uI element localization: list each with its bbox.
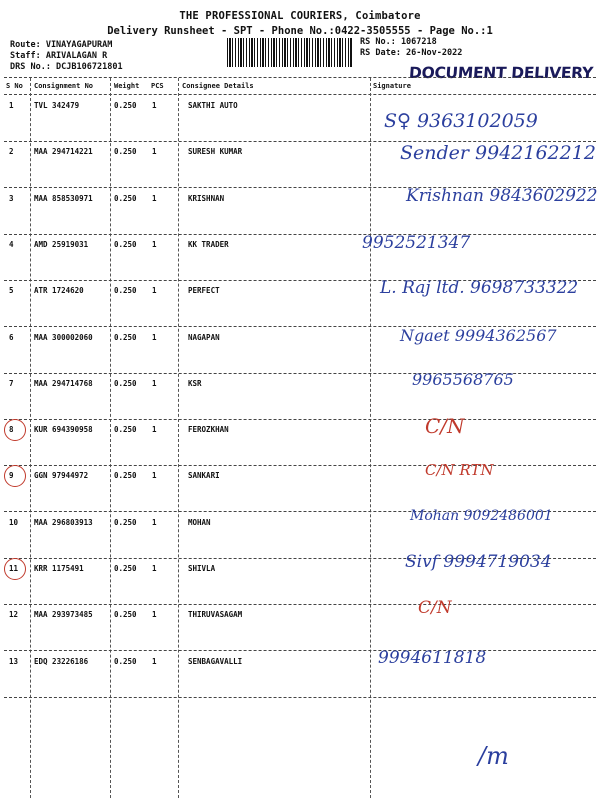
consignee-cell: SHIVLA — [188, 564, 216, 573]
sno-cell: 6 — [9, 332, 14, 342]
consignment-cell: MAA 294714768 — [34, 378, 93, 388]
runsheet-subtitle: Delivery Runsheet - SPT - Phone No.:0422-3505555 - Page No.:1 — [107, 25, 493, 37]
consignee-cell: KRISHNAN — [188, 193, 225, 203]
rs-date: RS Date: 26-Nov-2022 — [360, 48, 463, 58]
handwritten-signature: C/N — [418, 598, 452, 618]
weight-cell: 0.250 — [114, 101, 137, 110]
consignee-cell: SANKARI — [188, 471, 220, 481]
pcs-cell: 1 — [152, 239, 157, 249]
col-header-sno: S No — [6, 82, 23, 90]
weight-cell: 0.250 — [114, 610, 137, 620]
pcs-cell: 1 — [152, 378, 157, 388]
pcs-cell: 1 — [152, 286, 157, 296]
footer-handwritten-mark: /m — [478, 742, 509, 770]
handwritten-signature: L. Raj ltd. 9698733322 — [380, 278, 579, 298]
row-separator — [4, 697, 596, 698]
pcs-cell: 1 — [152, 425, 157, 435]
header-bottom-rule — [4, 94, 596, 95]
pcs-cell: 1 — [152, 101, 157, 110]
col-header-pcs: PCS — [151, 82, 164, 90]
consignment-cell: MAA 293973485 — [34, 610, 93, 620]
pcs-cell: 1 — [152, 517, 157, 527]
weight-cell: 0.250 — [114, 564, 137, 573]
handwritten-signature: C/N RTN — [425, 461, 494, 479]
weight-cell: 0.250 — [114, 147, 137, 157]
handwritten-signature: S♀ 9363102059 — [384, 110, 538, 132]
consignment-cell: ATR 1724620 — [34, 286, 84, 296]
red-circle-mark — [4, 465, 26, 487]
consignment-cell: AMD 25919031 — [34, 239, 89, 249]
weight-cell: 0.250 — [114, 517, 137, 527]
consignment-cell: KRR 1175491 — [34, 564, 84, 573]
col-header-weight: Weight — [114, 82, 140, 90]
sno-cell: 3 — [9, 193, 14, 203]
pcs-cell: 1 — [152, 471, 157, 481]
consignment-cell: GGN 97944972 — [34, 471, 89, 481]
sno-cell: 8 — [9, 425, 14, 435]
sno-cell: 12 — [9, 610, 19, 620]
pcs-cell: 1 — [152, 147, 157, 157]
pcs-cell: 1 — [152, 656, 157, 666]
consignee-cell: FEROZKHAN — [188, 425, 229, 435]
pcs-cell: 1 — [152, 193, 157, 203]
weight-cell: 0.250 — [114, 378, 137, 388]
weight-cell: 0.250 — [114, 425, 137, 435]
consignment-cell: MAA 294714221 — [34, 147, 93, 157]
handwritten-signature: C/N — [425, 414, 465, 438]
row-separator — [4, 604, 596, 605]
handwritten-signature: Sivf 9994719034 — [405, 552, 552, 572]
red-circle-mark — [4, 419, 26, 441]
consignment-cell: KUR 694390958 — [34, 425, 93, 435]
consignee-cell: SAKTHI AUTO — [188, 101, 238, 110]
row-separator — [4, 465, 596, 466]
sno-cell: 2 — [9, 147, 14, 157]
handwritten-signature: Mohan 9092486001 — [410, 508, 553, 524]
sno-cell: 9 — [9, 471, 14, 481]
weight-cell: 0.250 — [114, 332, 137, 342]
consignee-cell: KSR — [188, 378, 202, 388]
consignee-cell: PERFECT — [188, 286, 220, 296]
pcs-cell: 1 — [152, 564, 157, 573]
consignment-cell: MAA 296803913 — [34, 517, 93, 527]
row-separator — [4, 650, 596, 651]
sno-cell: 5 — [9, 286, 14, 296]
weight-cell: 0.250 — [114, 193, 137, 203]
rs-number: RS No.: 1067218 — [360, 37, 437, 47]
staff-label: Staff: ARIVALAGAN R — [10, 51, 108, 61]
header-top-rule — [4, 77, 596, 78]
red-circle-mark — [4, 558, 26, 580]
runsheet-title: THE PROFESSIONAL COURIERS, Coimbatore — [179, 10, 421, 22]
drs-number: DRS No.: DCJB106721801 — [10, 62, 123, 72]
sno-cell: 7 — [9, 378, 14, 388]
consignment-cell: TVL 342479 — [34, 101, 80, 110]
consignee-cell: THIRUVASAGAM — [188, 610, 243, 620]
handwritten-signature: 9994611818 — [378, 648, 487, 668]
consignee-cell: NAGAPAN — [188, 332, 220, 342]
barcode — [227, 38, 352, 67]
row-separator — [4, 234, 596, 235]
consignee-cell: SENBAGAVALLI — [188, 656, 243, 666]
handwritten-signature: 9952521347 — [362, 233, 471, 253]
handwritten-signature: Ngaet 9994362567 — [400, 326, 557, 345]
col-header-consignment: Consignment No — [34, 82, 94, 90]
weight-cell: 0.250 — [114, 286, 137, 296]
sno-cell: 13 — [9, 656, 19, 666]
pcs-cell: 1 — [152, 610, 157, 620]
weight-cell: 0.250 — [114, 239, 137, 249]
consignee-cell: SURESH KUMAR — [188, 147, 243, 157]
consignment-cell: MAA 858530971 — [34, 193, 93, 203]
handwritten-signature: Sender 9942162212 — [400, 142, 596, 164]
pcs-cell: 1 — [152, 332, 157, 342]
consignment-cell: MAA 300002060 — [34, 332, 93, 342]
table-row — [0, 424, 600, 470]
route-label: Route: VINAYAGAPURAM — [10, 40, 113, 50]
table-row — [0, 609, 600, 655]
sno-cell: 4 — [9, 239, 14, 249]
sno-cell: 1 — [9, 101, 14, 110]
weight-cell: 0.250 — [114, 656, 137, 666]
col-header-signature: Signature — [373, 82, 411, 90]
weight-cell: 0.250 — [114, 471, 137, 481]
sno-cell: 11 — [9, 564, 19, 573]
col-header-consignee: Consignee Details — [182, 82, 254, 90]
consignee-cell: MOHAN — [188, 517, 211, 527]
consignment-cell: EDQ 23226186 — [34, 656, 89, 666]
document-delivery-stamp: DOCUMENT DELIVERY — [408, 64, 594, 82]
table-row — [0, 656, 600, 702]
handwritten-signature: Krishnan 9843602922 — [406, 186, 598, 206]
consignee-cell: KK TRADER — [188, 239, 229, 249]
sno-cell: 10 — [9, 517, 19, 527]
handwritten-signature: 9965568765 — [412, 370, 514, 389]
row-separator — [4, 419, 596, 420]
